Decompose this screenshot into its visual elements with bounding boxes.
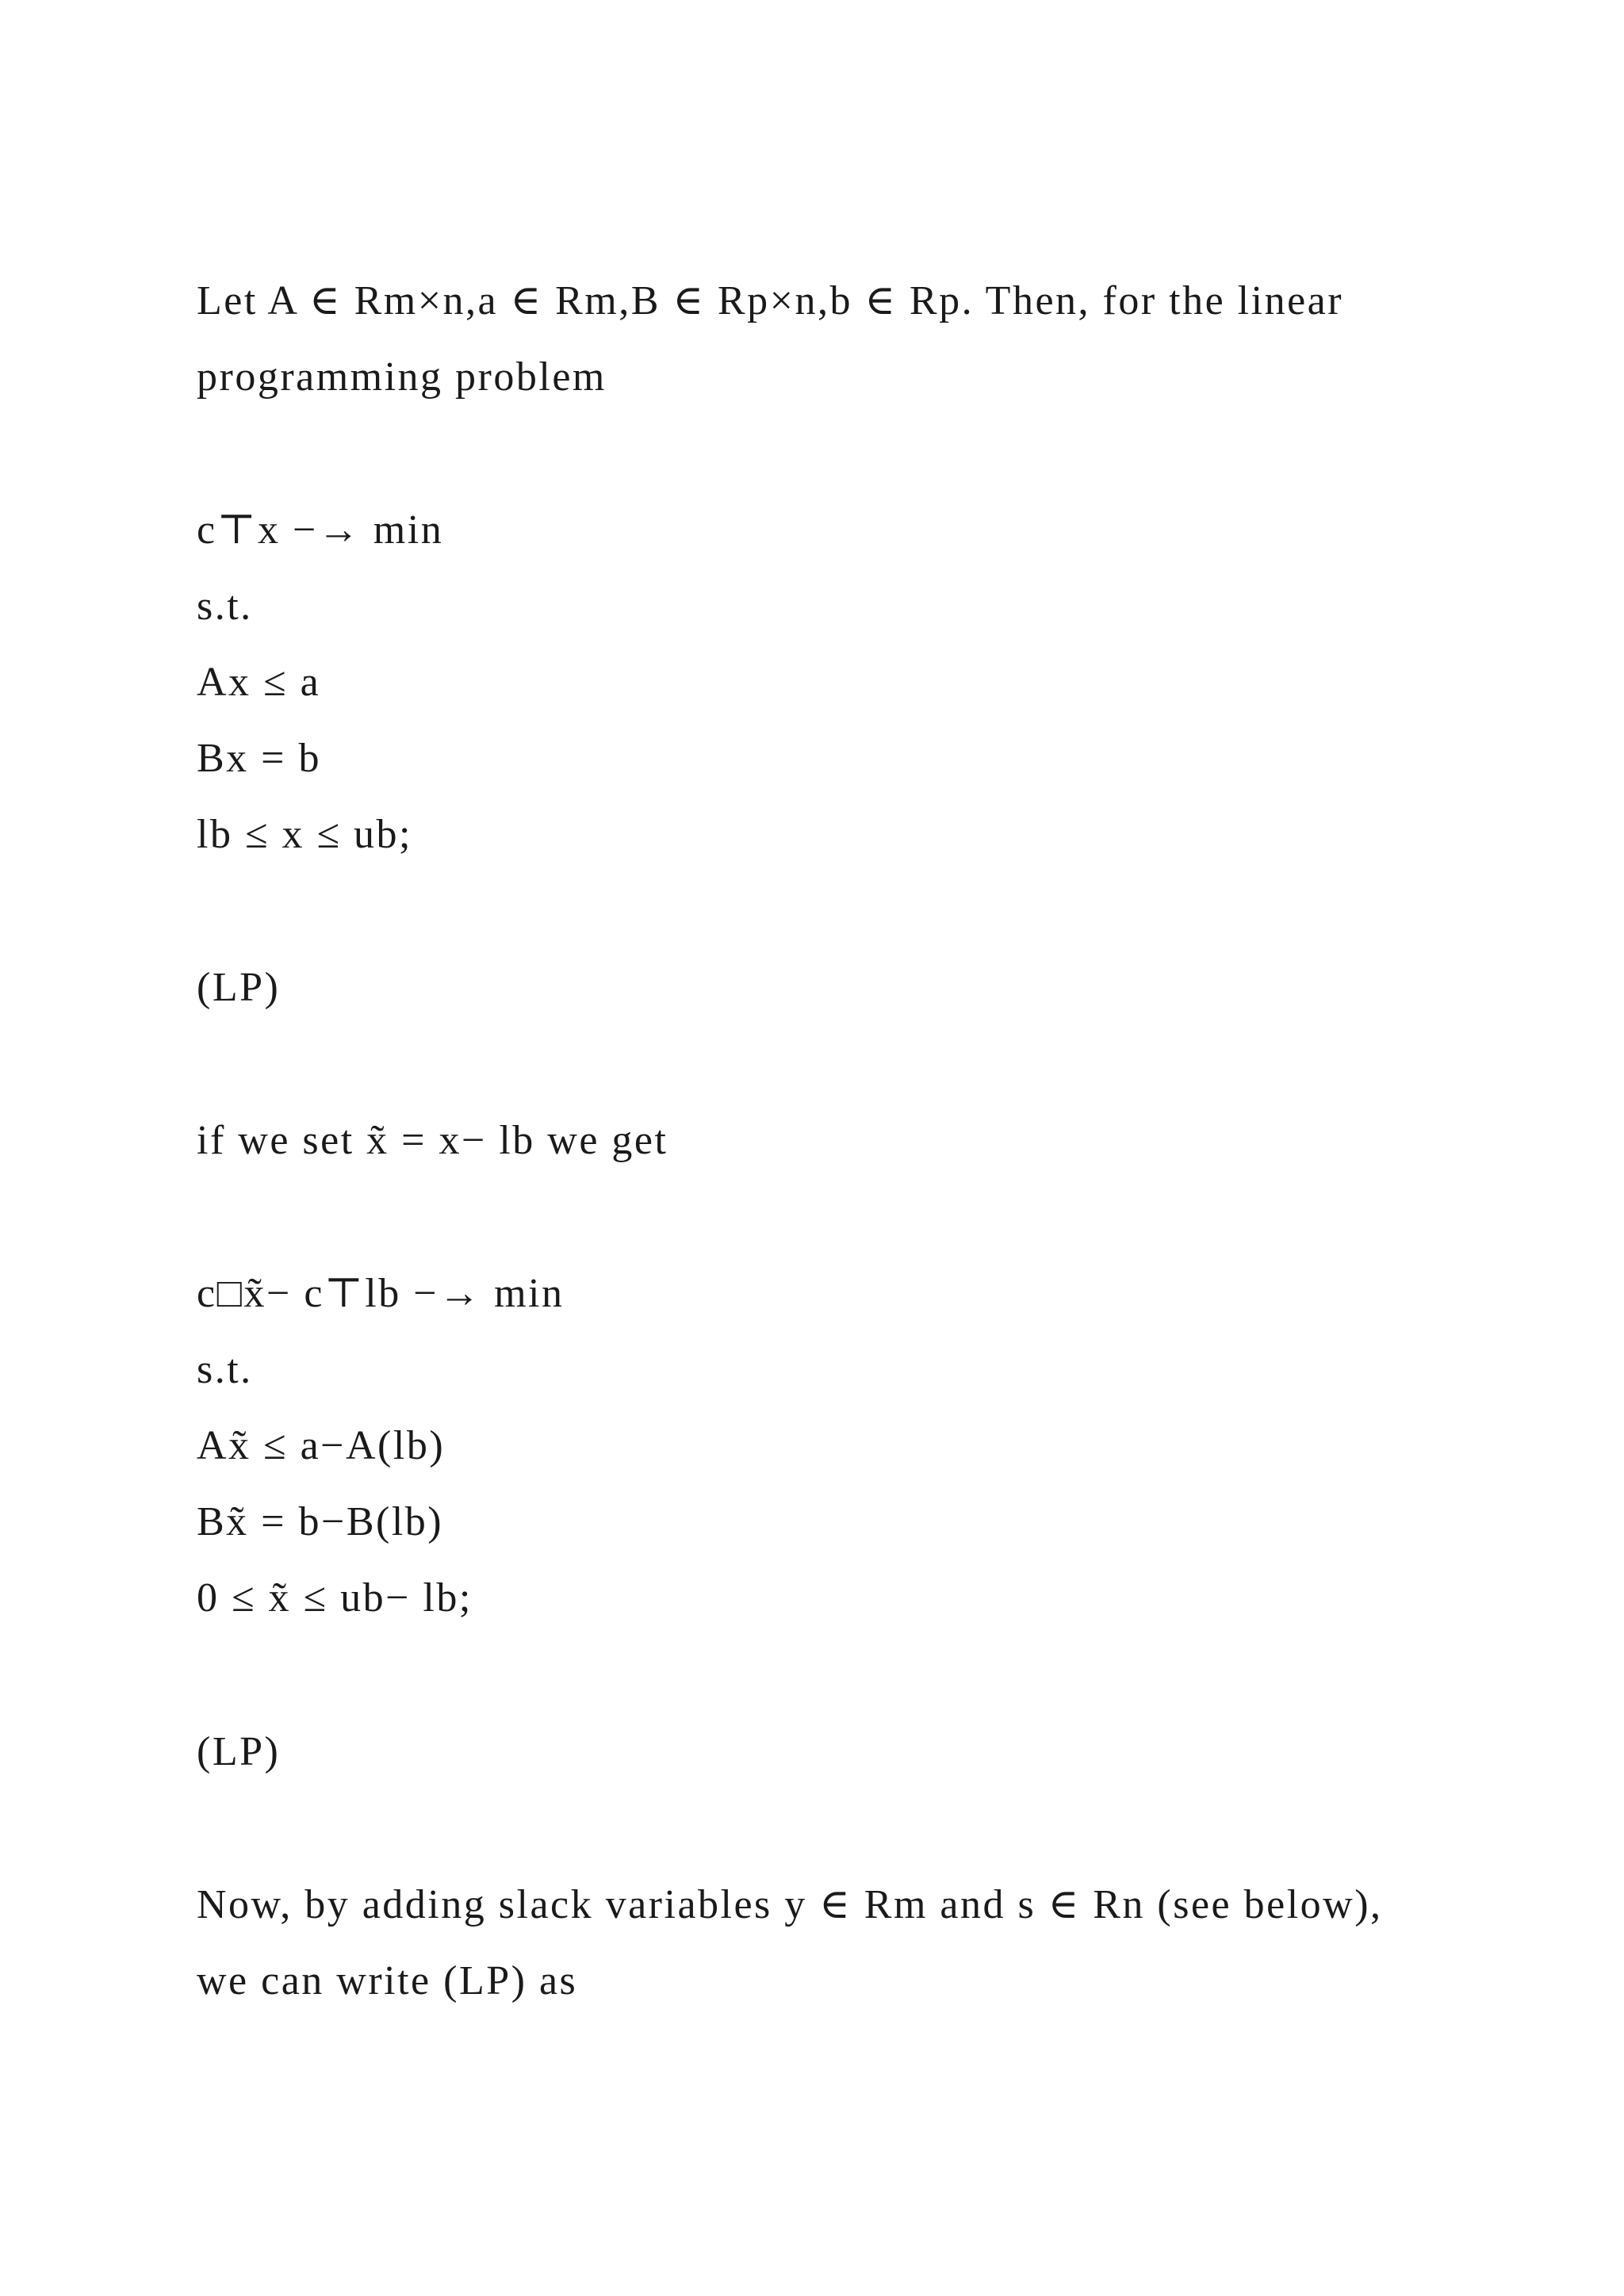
conclusion-line-1: Now, by adding slack variables y ∈ Rm and s ∈ Rn (see below), [197, 1882, 1383, 1927]
problem2-objective: c□x̃− c⊤lb −→ min [197, 1271, 565, 1316]
substitution-line: if we set x̃ = x− lb we get [197, 1118, 668, 1163]
conclusion-line-2: we can write (LP) as [197, 1958, 578, 2003]
problem1-objective: c⊤x −→ min [197, 507, 444, 553]
problem1-constraint-2: Bx = b [197, 736, 322, 781]
problem2-subject-to: s.t. [197, 1347, 253, 1392]
problem1-constraint-3: lb ≤ x ≤ ub; [197, 812, 412, 857]
intro-line-2: programming problem [197, 354, 607, 400]
intro-line-1: Let A ∈ Rm×n,a ∈ Rm,B ∈ Rp×n,b ∈ Rp. Then, for the linear [197, 278, 1344, 323]
problem1-label: (LP) [197, 965, 281, 1010]
problem2-constraint-3: 0 ≤ x̃ ≤ ub− lb; [197, 1575, 473, 1621]
problem2-constraint-2: Bx̃ = b−B(lb) [197, 1499, 444, 1544]
problem2-label: (LP) [197, 1729, 281, 1774]
problem1-subject-to: s.t. [197, 584, 253, 629]
problem1-constraint-1: Ax ≤ a [197, 660, 321, 705]
problem2-constraint-1: Ax̃ ≤ a−A(lb) [197, 1423, 446, 1468]
